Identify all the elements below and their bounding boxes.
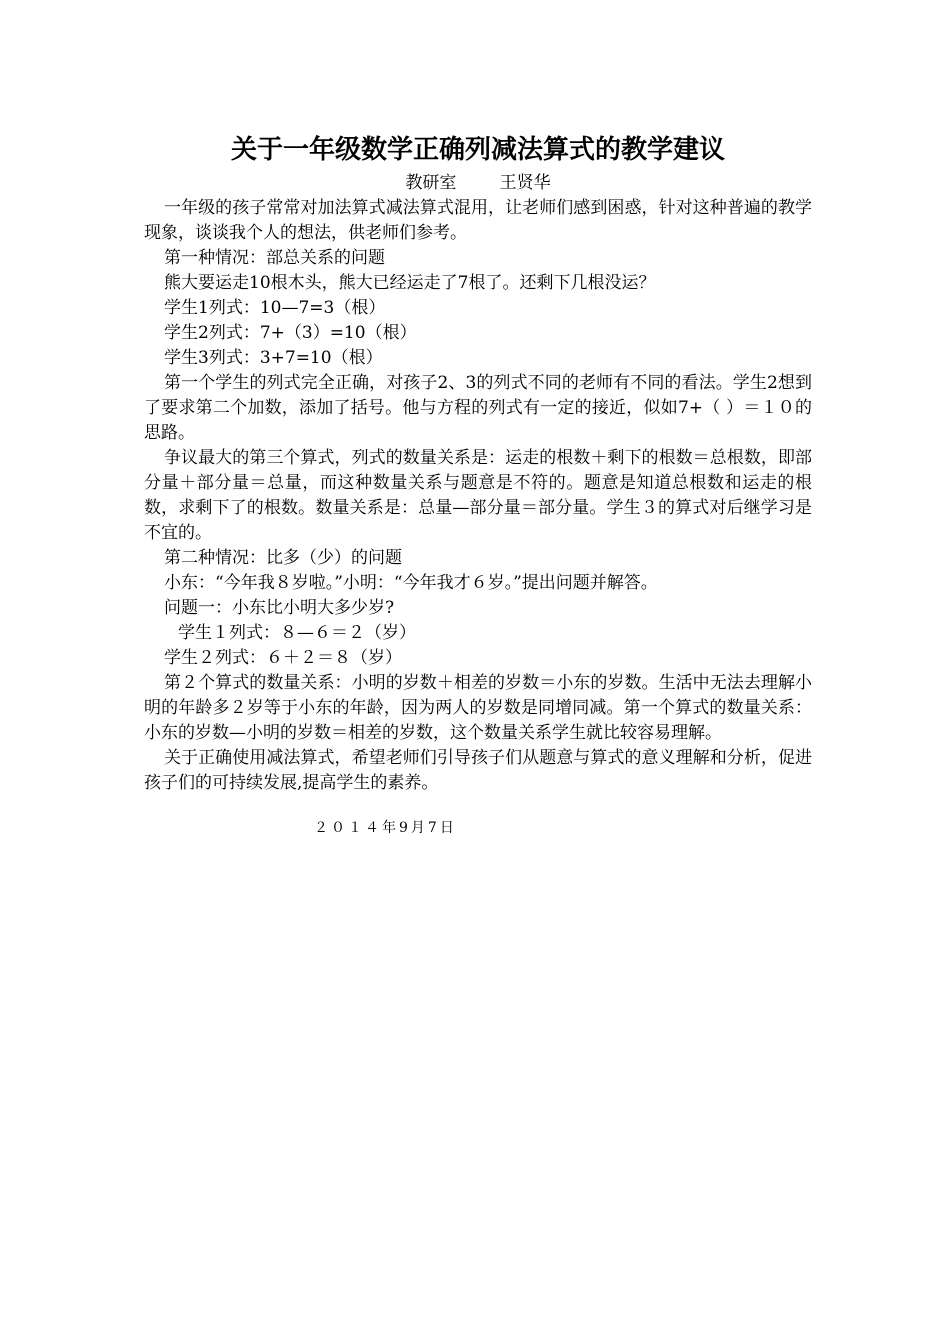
paragraph-conclusion: 关于正确使用减法算式，希望老师们引导孩子们从题意与算式的意义理解和分析，促进孩子们的可持续发展,提高学生的素养。 bbox=[144, 748, 812, 793]
paragraph-question-one: 问题一：小东比小明大多少岁? bbox=[164, 598, 395, 618]
paragraph-problem-one: 熊大要运走10根木头，熊大已经运走了7根了。还剩下几根没运？ bbox=[164, 273, 656, 293]
document-title: 关于一年级数学正确列减法算式的教学建议 bbox=[230, 135, 725, 165]
document-page bbox=[144, 130, 812, 840]
paragraph-intro: 一年级的孩子常常对加法算式减法算式混用，让老师们感到困惑，针对这种普遍的教学现象，谈谈我个人的想法，供老师们参考。 bbox=[144, 198, 812, 243]
paragraph-student-1-answer: 学生１列式：８—６＝２（岁） bbox=[178, 623, 416, 643]
paragraph-analysis-two: 争议最大的第三个算式，列式的数量关系是：运走的根数＋剩下的根数＝总根数，即部分量＋部分量＝总量，而这种数量关系与题意是不符的。题意是知道总根数和运走的根数，求剩下了的根数。数量关系是：总量—部分量＝部分量。学生３的算式对后继学习是不宜的。 bbox=[144, 448, 812, 543]
paragraph-student-2-answer: 学生２列式：６＋２＝８（岁） bbox=[164, 648, 402, 668]
paragraph-analysis-one: 第一个学生的列式完全正确，对孩子2、3的列式不同的老师有不同的看法。学生2想到了要求第二个加数，添加了括号。他与方程的列式有一定的接近，似如7+（ ）＝１０的思路。 bbox=[144, 373, 812, 443]
author-byline: 教研室 王贤华 bbox=[405, 173, 551, 193]
paragraph-analysis-three: 第２个算式的数量关系：小明的岁数＋相差的岁数＝小东的岁数。生活中无法去理解小明的年龄多２岁等于小东的年龄，因为两人的岁数是同增同减。第一个算式的数量关系：小东的岁数—小明的岁数＝相差的岁数，这个数量关系学生就比较容易理解。 bbox=[144, 673, 812, 743]
paragraph-case-one-heading: 第一种情况：部总关系的问题 bbox=[164, 248, 385, 268]
paragraph-problem-two: 小东：“今年我８岁啦。”小明：“今年我才６岁。”提出问题并解答。 bbox=[164, 573, 658, 593]
paragraph-student-3-equation: 学生3列式：3+7=10（根） bbox=[164, 348, 383, 368]
paragraph-student-2-equation: 学生2列式：7+（3）=10（根） bbox=[164, 323, 417, 343]
document-date: ２０１４年9月7日 bbox=[314, 820, 457, 836]
paragraph-student-1-equation: 学生1列式：10—7=3（根） bbox=[164, 298, 386, 318]
paragraph-case-two-heading: 第二种情况：比多（少）的问题 bbox=[164, 548, 402, 568]
